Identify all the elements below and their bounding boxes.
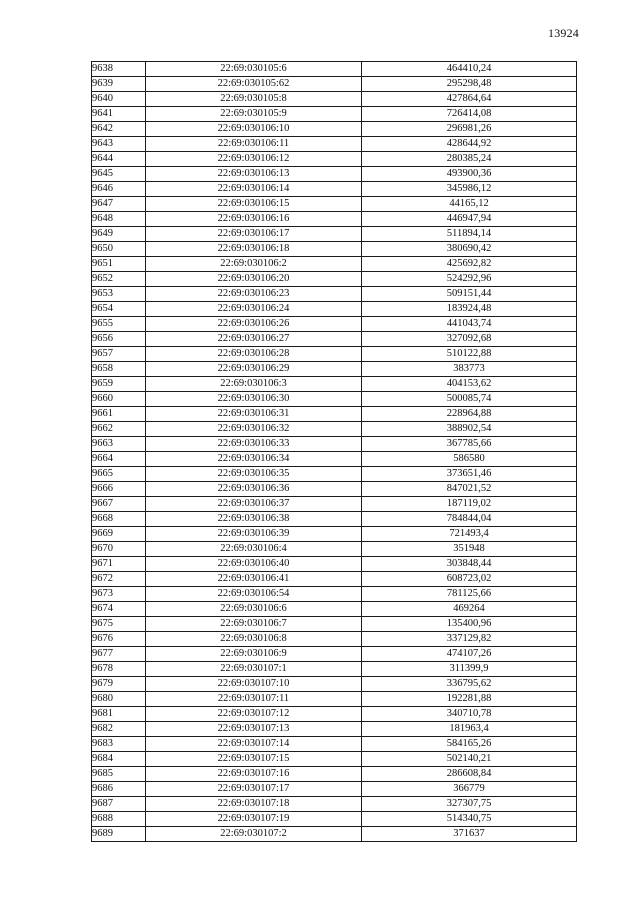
cadastral-number-cell: 22:69:030106:7 xyxy=(146,617,362,632)
table-row xyxy=(92,227,577,242)
row-number-cell: 9672 xyxy=(92,572,146,587)
row-number-cell: 9650 xyxy=(92,242,146,257)
cadastral-value-cell: 303848,44 xyxy=(362,557,577,572)
row-number-cell: 9664 xyxy=(92,452,146,467)
cadastral-number-cell: 22:69:030106:6 xyxy=(146,602,362,617)
table-row xyxy=(92,137,577,152)
row-number-cell: 9662 xyxy=(92,422,146,437)
row-number-cell: 9670 xyxy=(92,542,146,557)
cadastral-number-cell: 22:69:030106:37 xyxy=(146,497,362,512)
cadastral-value-cell: 383773 xyxy=(362,362,577,377)
cadastral-number-cell: 22:69:030106:15 xyxy=(146,197,362,212)
row-number-cell: 9673 xyxy=(92,587,146,602)
cadastral-value-cell: 296981,26 xyxy=(362,122,577,137)
cadastral-value-cell: 337129,82 xyxy=(362,632,577,647)
table-row xyxy=(92,542,577,557)
table-row xyxy=(92,527,577,542)
cadastral-number-cell: 22:69:030106:34 xyxy=(146,452,362,467)
cadastral-number-cell: 22:69:030106:39 xyxy=(146,527,362,542)
table-row xyxy=(92,407,577,422)
cadastral-value-cell: 404153,62 xyxy=(362,377,577,392)
row-number-cell: 9640 xyxy=(92,92,146,107)
cadastral-value-cell: 371637 xyxy=(362,827,577,842)
cadastral-value-cell: 509151,44 xyxy=(362,287,577,302)
table-row xyxy=(92,752,577,767)
cadastral-number-cell: 22:69:030106:23 xyxy=(146,287,362,302)
row-number-cell: 9657 xyxy=(92,347,146,362)
row-number-cell: 9645 xyxy=(92,167,146,182)
row-number-cell: 9660 xyxy=(92,392,146,407)
cadastral-value-cell: 181963,4 xyxy=(362,722,577,737)
row-number-cell: 9671 xyxy=(92,557,146,572)
row-number-cell: 9647 xyxy=(92,197,146,212)
cadastral-number-cell: 22:69:030107:16 xyxy=(146,767,362,782)
cadastral-value-cell: 183924,48 xyxy=(362,302,577,317)
table-row xyxy=(92,362,577,377)
row-number-cell: 9638 xyxy=(92,62,146,77)
cadastral-value-cell: 425692,82 xyxy=(362,257,577,272)
table-row xyxy=(92,497,577,512)
cadastral-number-cell: 22:69:030106:28 xyxy=(146,347,362,362)
cadastral-number-cell: 22:69:030106:54 xyxy=(146,587,362,602)
table-row xyxy=(92,242,577,257)
cadastral-number-cell: 22:69:030106:38 xyxy=(146,512,362,527)
row-number-cell: 9646 xyxy=(92,182,146,197)
cadastral-number-cell: 22:69:030106:30 xyxy=(146,392,362,407)
table-row xyxy=(92,317,577,332)
table-row xyxy=(92,287,577,302)
row-number-cell: 9651 xyxy=(92,257,146,272)
cadastral-value-cell: 388902,54 xyxy=(362,422,577,437)
table-row xyxy=(92,557,577,572)
cadastral-value-cell: 500085,74 xyxy=(362,392,577,407)
cadastral-value-table xyxy=(91,61,577,842)
cadastral-value-cell: 311399,9 xyxy=(362,662,577,677)
table-row xyxy=(92,392,577,407)
cadastral-value-cell: 427864,64 xyxy=(362,92,577,107)
cadastral-value-cell: 367785,66 xyxy=(362,437,577,452)
cadastral-number-cell: 22:69:030106:10 xyxy=(146,122,362,137)
table-row xyxy=(92,77,577,92)
cadastral-value-cell: 784844,04 xyxy=(362,512,577,527)
table-row xyxy=(92,812,577,827)
row-number-cell: 9668 xyxy=(92,512,146,527)
cadastral-number-cell: 22:69:030106:16 xyxy=(146,212,362,227)
cadastral-value-cell: 781125,66 xyxy=(362,587,577,602)
cadastral-value-cell: 586580 xyxy=(362,452,577,467)
cadastral-value-cell: 286608,84 xyxy=(362,767,577,782)
row-number-cell: 9680 xyxy=(92,692,146,707)
cadastral-value-cell: 511894,14 xyxy=(362,227,577,242)
row-number-cell: 9674 xyxy=(92,602,146,617)
cadastral-number-cell: 22:69:030107:10 xyxy=(146,677,362,692)
cadastral-number-cell: 22:69:030106:36 xyxy=(146,482,362,497)
row-number-cell: 9661 xyxy=(92,407,146,422)
row-number-cell: 9687 xyxy=(92,797,146,812)
cadastral-number-cell: 22:69:030106:24 xyxy=(146,302,362,317)
cadastral-number-cell: 22:69:030106:14 xyxy=(146,182,362,197)
table-row xyxy=(92,782,577,797)
cadastral-value-cell: 345986,12 xyxy=(362,182,577,197)
table-row xyxy=(92,62,577,77)
row-number-cell: 9677 xyxy=(92,647,146,662)
row-number-cell: 9684 xyxy=(92,752,146,767)
cadastral-number-cell: 22:69:030106:40 xyxy=(146,557,362,572)
cadastral-number-cell: 22:69:030106:20 xyxy=(146,272,362,287)
cadastral-number-cell: 22:69:030106:17 xyxy=(146,227,362,242)
table-row xyxy=(92,182,577,197)
table-row xyxy=(92,707,577,722)
cadastral-value-cell: 446947,94 xyxy=(362,212,577,227)
cadastral-value-cell: 336795,62 xyxy=(362,677,577,692)
table-row xyxy=(92,632,577,647)
table-row xyxy=(92,797,577,812)
table-row xyxy=(92,587,577,602)
cadastral-number-cell: 22:69:030107:14 xyxy=(146,737,362,752)
cadastral-number-cell: 22:69:030106:32 xyxy=(146,422,362,437)
cadastral-value-cell: 469264 xyxy=(362,602,577,617)
table-row xyxy=(92,452,577,467)
cadastral-number-cell: 22:69:030107:12 xyxy=(146,707,362,722)
table-row xyxy=(92,152,577,167)
cadastral-value-cell: 135400,96 xyxy=(362,617,577,632)
cadastral-value-cell: 510122,88 xyxy=(362,347,577,362)
row-number-cell: 9686 xyxy=(92,782,146,797)
table-row xyxy=(92,347,577,362)
cadastral-value-cell: 228964,88 xyxy=(362,407,577,422)
cadastral-number-cell: 22:69:030106:3 xyxy=(146,377,362,392)
row-number-cell: 9669 xyxy=(92,527,146,542)
cadastral-value-cell: 502140,21 xyxy=(362,752,577,767)
table-row xyxy=(92,692,577,707)
row-number-cell: 9682 xyxy=(92,722,146,737)
cadastral-number-cell: 22:69:030106:8 xyxy=(146,632,362,647)
cadastral-value-cell: 514340,75 xyxy=(362,812,577,827)
row-number-cell: 9653 xyxy=(92,287,146,302)
cadastral-value-cell: 187119,02 xyxy=(362,497,577,512)
cadastral-value-cell: 366779 xyxy=(362,782,577,797)
cadastral-number-cell: 22:69:030106:31 xyxy=(146,407,362,422)
cadastral-value-cell: 327092,68 xyxy=(362,332,577,347)
table-row xyxy=(92,122,577,137)
cadastral-value-cell: 721493,4 xyxy=(362,527,577,542)
cadastral-number-cell: 22:69:030107:2 xyxy=(146,827,362,842)
cadastral-number-cell: 22:69:030106:26 xyxy=(146,317,362,332)
row-number-cell: 9676 xyxy=(92,632,146,647)
cadastral-value-cell: 380690,42 xyxy=(362,242,577,257)
cadastral-number-cell: 22:69:030105:62 xyxy=(146,77,362,92)
cadastral-number-cell: 22:69:030105:6 xyxy=(146,62,362,77)
row-number-cell: 9643 xyxy=(92,137,146,152)
cadastral-number-cell: 22:69:030107:1 xyxy=(146,662,362,677)
cadastral-value-cell: 351948 xyxy=(362,542,577,557)
table-row xyxy=(92,572,577,587)
cadastral-number-cell: 22:69:030106:4 xyxy=(146,542,362,557)
cadastral-number-cell: 22:69:030106:13 xyxy=(146,167,362,182)
row-number-cell: 9665 xyxy=(92,467,146,482)
cadastral-number-cell: 22:69:030105:9 xyxy=(146,107,362,122)
cadastral-value-cell: 608723,02 xyxy=(362,572,577,587)
page-number: 13924 xyxy=(548,26,579,40)
row-number-cell: 9681 xyxy=(92,707,146,722)
row-number-cell: 9639 xyxy=(92,77,146,92)
cadastral-number-cell: 22:69:030106:27 xyxy=(146,332,362,347)
cadastral-value-cell: 441043,74 xyxy=(362,317,577,332)
cadastral-number-cell: 22:69:030107:19 xyxy=(146,812,362,827)
table-row xyxy=(92,602,577,617)
cadastral-value-cell: 474107,26 xyxy=(362,647,577,662)
table-body xyxy=(92,62,577,842)
row-number-cell: 9655 xyxy=(92,317,146,332)
row-number-cell: 9683 xyxy=(92,737,146,752)
table-row xyxy=(92,512,577,527)
cadastral-number-cell: 22:69:030107:13 xyxy=(146,722,362,737)
cadastral-value-cell: 327307,75 xyxy=(362,797,577,812)
row-number-cell: 9678 xyxy=(92,662,146,677)
table-row xyxy=(92,422,577,437)
table-row xyxy=(92,197,577,212)
row-number-cell: 9644 xyxy=(92,152,146,167)
row-number-cell: 9658 xyxy=(92,362,146,377)
cadastral-value-cell: 373651,46 xyxy=(362,467,577,482)
row-number-cell: 9659 xyxy=(92,377,146,392)
table-row xyxy=(92,467,577,482)
row-number-cell: 9649 xyxy=(92,227,146,242)
table-row xyxy=(92,617,577,632)
cadastral-number-cell: 22:69:030107:15 xyxy=(146,752,362,767)
cadastral-number-cell: 22:69:030106:18 xyxy=(146,242,362,257)
table-row xyxy=(92,377,577,392)
row-number-cell: 9641 xyxy=(92,107,146,122)
cadastral-value-cell: 847021,52 xyxy=(362,482,577,497)
cadastral-number-cell: 22:69:030106:2 xyxy=(146,257,362,272)
row-number-cell: 9689 xyxy=(92,827,146,842)
table-row xyxy=(92,737,577,752)
row-number-cell: 9666 xyxy=(92,482,146,497)
row-number-cell: 9654 xyxy=(92,302,146,317)
row-number-cell: 9667 xyxy=(92,497,146,512)
cadastral-value-cell: 726414,08 xyxy=(362,107,577,122)
row-number-cell: 9663 xyxy=(92,437,146,452)
table-row xyxy=(92,332,577,347)
cadastral-value-cell: 493900,36 xyxy=(362,167,577,182)
row-number-cell: 9675 xyxy=(92,617,146,632)
table-row xyxy=(92,647,577,662)
cadastral-number-cell: 22:69:030107:11 xyxy=(146,692,362,707)
table-row xyxy=(92,767,577,782)
row-number-cell: 9648 xyxy=(92,212,146,227)
table-row xyxy=(92,482,577,497)
table-row xyxy=(92,107,577,122)
row-number-cell: 9679 xyxy=(92,677,146,692)
table-row xyxy=(92,167,577,182)
cadastral-value-cell: 464410,24 xyxy=(362,62,577,77)
table-row xyxy=(92,257,577,272)
cadastral-number-cell: 22:69:030106:11 xyxy=(146,137,362,152)
cadastral-number-cell: 22:69:030105:8 xyxy=(146,92,362,107)
row-number-cell: 9688 xyxy=(92,812,146,827)
table-row xyxy=(92,92,577,107)
cadastral-value-cell: 295298,48 xyxy=(362,77,577,92)
cadastral-value-cell: 428644,92 xyxy=(362,137,577,152)
row-number-cell: 9656 xyxy=(92,332,146,347)
cadastral-value-cell: 192281,88 xyxy=(362,692,577,707)
cadastral-number-cell: 22:69:030106:9 xyxy=(146,647,362,662)
table-row xyxy=(92,677,577,692)
table-row xyxy=(92,722,577,737)
cadastral-number-cell: 22:69:030106:41 xyxy=(146,572,362,587)
cadastral-number-cell: 22:69:030107:17 xyxy=(146,782,362,797)
table-row xyxy=(92,272,577,287)
table-row xyxy=(92,212,577,227)
cadastral-value-cell: 584165,26 xyxy=(362,737,577,752)
cadastral-value-cell: 44165,12 xyxy=(362,197,577,212)
row-number-cell: 9685 xyxy=(92,767,146,782)
table-row xyxy=(92,662,577,677)
cadastral-number-cell: 22:69:030107:18 xyxy=(146,797,362,812)
table-row xyxy=(92,302,577,317)
table-row xyxy=(92,437,577,452)
row-number-cell: 9642 xyxy=(92,122,146,137)
table-row xyxy=(92,827,577,842)
cadastral-value-cell: 340710,78 xyxy=(362,707,577,722)
cadastral-value-cell: 524292,96 xyxy=(362,272,577,287)
cadastral-number-cell: 22:69:030106:33 xyxy=(146,437,362,452)
cadastral-value-cell: 280385,24 xyxy=(362,152,577,167)
row-number-cell: 9652 xyxy=(92,272,146,287)
cadastral-number-cell: 22:69:030106:29 xyxy=(146,362,362,377)
cadastral-number-cell: 22:69:030106:35 xyxy=(146,467,362,482)
cadastral-number-cell: 22:69:030106:12 xyxy=(146,152,362,167)
